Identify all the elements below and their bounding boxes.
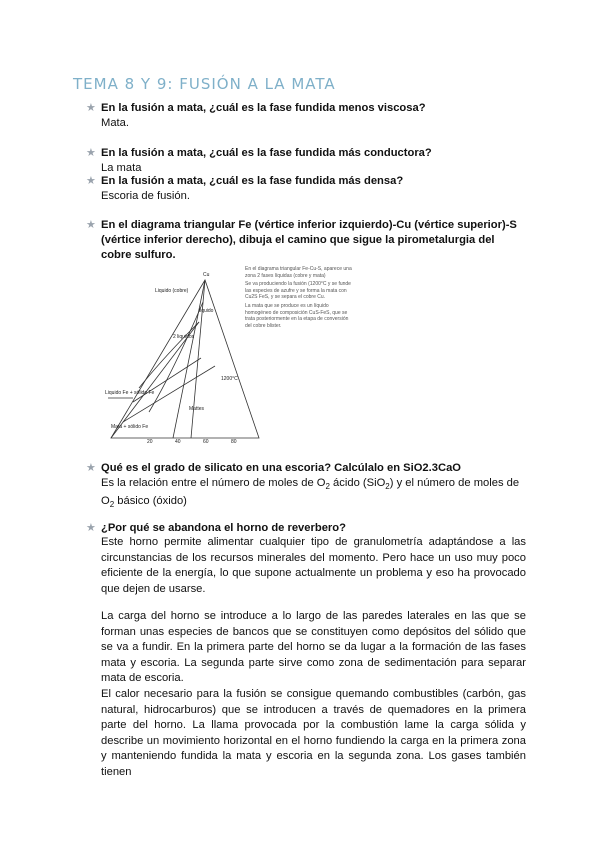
liquido-short-label: liquido: [199, 308, 214, 314]
question-text: En la fusión a mata, ¿cuál es la fase fundida menos viscosa?: [101, 102, 426, 114]
question-block: [86, 521, 526, 536]
question-block: [86, 101, 526, 131]
fe-liquid-label: Liquido Fe + sólido Fe: [105, 390, 155, 396]
body-text: [101, 609, 526, 781]
question-block: [86, 146, 526, 176]
answer-paragraph: Este horno permite alimentar cualquier tipo de granulometría adaptándose a las circunstancias de los recursos minerales del momento. Pero hace un uso muy poco eficiente de la energía, lo que supone actualmente un problema y eso ha provocado que dejen de usarse.: [101, 536, 526, 595]
vertex-cu-label: Cu: [203, 272, 210, 278]
diagram-legend: [245, 266, 353, 331]
question-text: Qué es el grado de silicato en una escoria? Calcúlalo en SiO2.3CaO: [101, 462, 461, 474]
star-icon: ★: [86, 522, 96, 534]
question-text: En el diagrama triangular Fe (vértice inferior izquierdo)-Cu (vértice superior)-S (vértice inferior derecho), dibuja el camino que sigue la pirometalurgia del cobre sulfuro.: [101, 219, 517, 261]
answer-text: La mata: [101, 162, 142, 174]
temp-label: 1200°C: [221, 376, 238, 382]
question-text: ¿Por qué se abandona el horno de reverbero?: [101, 522, 346, 534]
star-icon: ★: [86, 147, 96, 159]
paragraph: La carga del horno se introduce a lo largo de las paredes laterales en las que se forman unas especies de bancos que se constituyen como depósitos del sólido que se va a fundir. En la primera parte del horno se da lugar a la formación de las fases mata y escoria. La segunda parte sirve como zona de sedimentación para separar mata de escoria.: [101, 610, 526, 685]
legend-note: Se va produciendo la fusión (1200°C y se funde las especies de azufre y se forma la mata con Cu2S FeS, y se separa el cobre Cu.: [245, 281, 351, 301]
answer-text: Escoria de fusión.: [101, 190, 190, 202]
tick-label: 40: [175, 439, 181, 444]
liquido-label: Liquido (cobre): [155, 288, 189, 294]
answer-text: Mata.: [101, 117, 129, 129]
star-icon: ★: [86, 102, 96, 114]
question-text: En la fusión a mata, ¿cuál es la fase fundida más densa?: [101, 175, 404, 187]
tick-label: 20: [147, 439, 153, 444]
paragraph: El calor necesario para la fusión se consigue quemando combustibles (carbón, gas natural, hidrocarburos) que se introducen a través de quemadores en la primera parte del horno. La llama provocada por la combustión lame la carga sólida y describe un movimiento horizontal en el horno fundiendo la carga en la primera zona y manteniendo fundida la mata y escoria en la segunda zona. Los gases también tienen: [101, 687, 526, 778]
question-block: [86, 218, 526, 263]
tick-label: 60: [203, 439, 209, 444]
star-icon: ★: [86, 175, 96, 187]
phase-diagram: [103, 262, 263, 444]
diagram-triangle: [111, 280, 259, 438]
mattes-label: Mattes: [189, 406, 205, 412]
tick-label: 80: [231, 439, 237, 444]
legend-note: La mata que se produce es un líquido homogéneo de composición CuS-FeS, que se trata posteriormente en la etapa de conversión del cobre blister.: [245, 302, 349, 329]
question-block: [86, 461, 526, 512]
question-block: [86, 174, 526, 204]
answer-text: Es la relación entre el número de moles de $O_2$ ácido (SiO$_2$) y el número de moles de $O_2$ básico (óxido): [101, 477, 520, 510]
star-icon: ★: [86, 462, 96, 474]
star-icon: ★: [86, 219, 96, 231]
question-text: En la fusión a mata, ¿cuál es la fase fundida más conductora?: [101, 147, 432, 159]
page-title: TEMA 8 Y 9: FUSIÓN A LA MATA: [73, 75, 336, 93]
mata-liquid-label: Mata + sólido Fe: [111, 424, 149, 430]
dos-liquidos-label: 2 liquidos: [173, 334, 195, 340]
legend-note: En el diagrama triangular Fe-Cu-S, aparece una zona 2 fases líquidas (cobre y mata): [245, 266, 352, 279]
